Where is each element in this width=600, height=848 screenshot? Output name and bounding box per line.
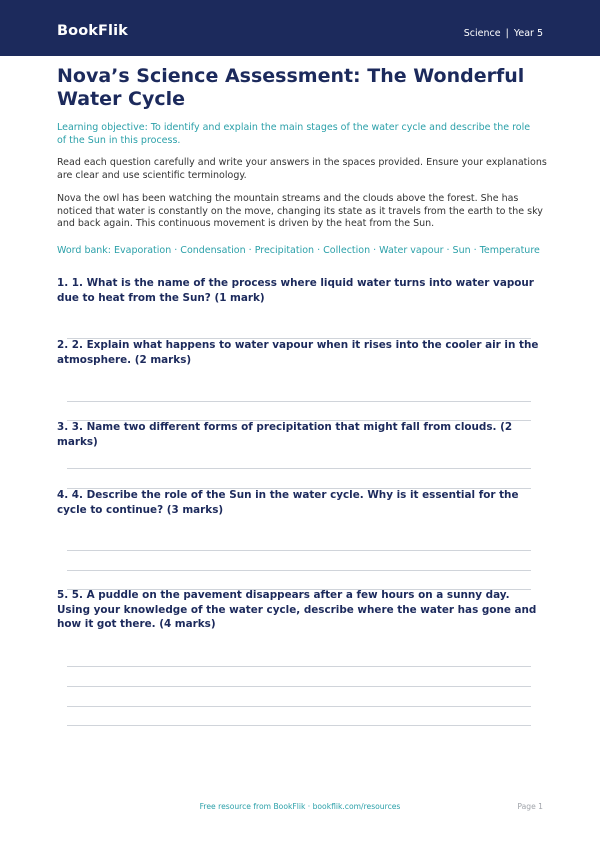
- answer-line-q4-a[interactable]: [67, 550, 531, 551]
- header-separator: |: [505, 28, 509, 39]
- answer-line-q4-b[interactable]: [67, 570, 531, 571]
- question-4: 4. 4. Describe the role of the Sun in the water cycle. Why is it essential for the cycle to continue? (3 marks): [57, 489, 519, 516]
- intro-paragraph: Nova the owl has been watching the mountain streams and the clouds above the forest. She has noticed that water is constantly on the move, changing its state as it travels from the earth to the sky and back again. This continuous movement is driven by the heat from the Sun.: [57, 193, 543, 230]
- question-5: 5. 5. A puddle on the pavement disappears after a few hours on a sunny day. Using your knowledge of the water cycle, describe where the water has gone and how it got there. (4 marks): [57, 589, 537, 631]
- subject-year-label: [464, 28, 543, 39]
- footer-resource-link[interactable]: Free resource from BookFlik · bookflik.com/resources: [199, 802, 401, 811]
- answer-line-q5-b[interactable]: [67, 686, 531, 687]
- question-1: 1. 1. What is the name of the process where liquid water turns into water vapour due to heat from the Sun? (1 mark): [57, 277, 534, 304]
- question-2: 2. 2. Explain what happens to water vapour when it rises into the cooler air in the atmosphere. (2 marks): [57, 339, 539, 366]
- answer-line-q5-c[interactable]: [67, 706, 531, 707]
- question-3: 3. 3. Name two different forms of precipitation that might fall from clouds. (2 marks): [57, 421, 513, 448]
- answer-line-q2-a[interactable]: [67, 401, 531, 402]
- answer-line-q5-d[interactable]: [67, 725, 531, 726]
- answer-line-q5-a[interactable]: [67, 666, 531, 667]
- instructions-paragraph: Read each question carefully and write your answers in the spaces provided. Ensure your explanations are clear and use scientific terminology.: [57, 157, 547, 181]
- brand-logo-text: BookFlik: [57, 23, 128, 39]
- learning-objective: Learning objective: To identify and explain the main stages of the water cycle and describe the role of the Sun in this process.: [57, 122, 531, 146]
- answer-line-q3-a[interactable]: [67, 468, 531, 469]
- header-bar: [0, 0, 600, 56]
- page-number: Page 1: [517, 802, 543, 811]
- year-label: Year 5: [513, 28, 543, 39]
- page-title: Nova’s Science Assessment: The Wonderful Water Cycle: [57, 65, 525, 110]
- subject-label: Science: [463, 28, 501, 39]
- word-bank: Word bank: Evaporation · Condensation · Precipitation · Collection · Water vapour · Sun · Temperature: [57, 245, 540, 256]
